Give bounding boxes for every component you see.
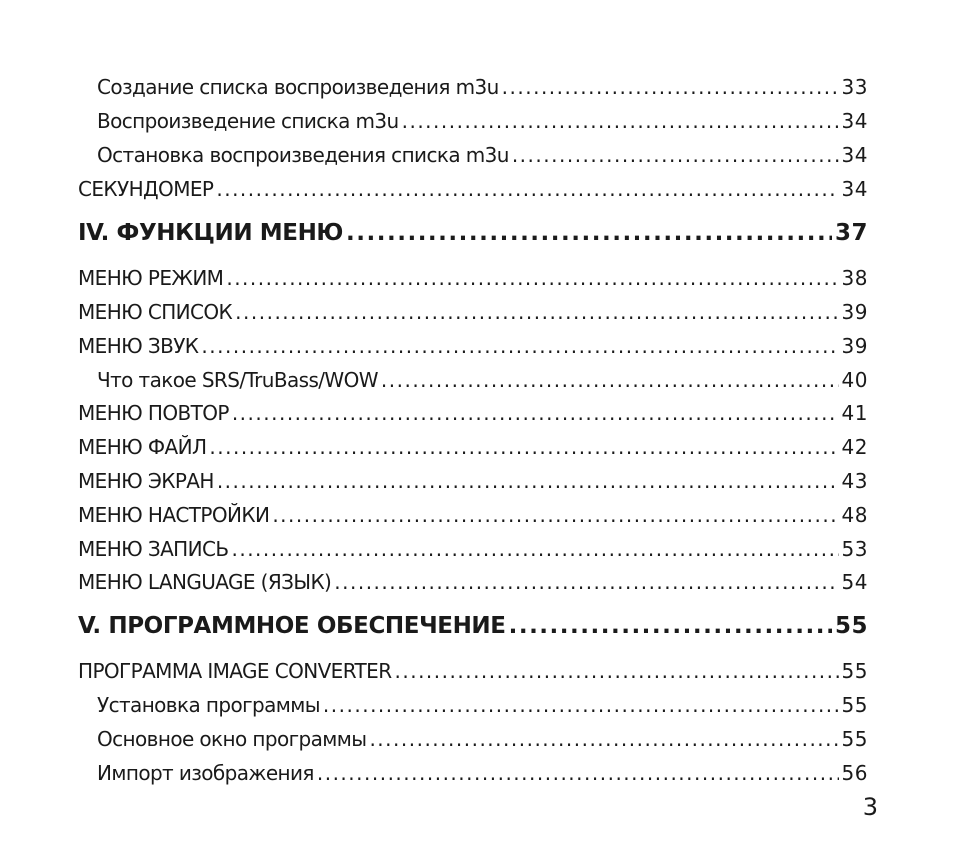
toc-entry [78, 502, 868, 528]
toc-entry-page: 41 [841, 401, 868, 425]
toc-entry-label: Воспроизведение списка m3u [97, 109, 399, 133]
dot-leader [381, 367, 839, 393]
toc-entry-label: Импорт изображения [97, 761, 314, 785]
toc-entry [78, 265, 868, 291]
toc-entry-page: 38 [841, 266, 868, 290]
toc-entry-label: МЕНЮ ЗАПИСЬ [78, 537, 229, 561]
dot-leader [317, 760, 839, 786]
toc-entry [78, 333, 868, 359]
toc-entry [97, 367, 868, 393]
dot-leader [512, 142, 839, 168]
toc-entry-label: Остановка воспроизведения списка m3u [97, 143, 509, 167]
toc-entry-label: Что такое SRS/TruBass/WOW [97, 368, 378, 392]
toc-entry-label: Основное окно программы [97, 727, 367, 751]
toc-entry-label: МЕНЮ НАСТРОЙКИ [78, 503, 270, 527]
toc-entry-page: 34 [841, 177, 868, 201]
toc-entry-page: 39 [841, 300, 868, 324]
toc-chapter-page: 55 [834, 613, 868, 639]
toc-entry [97, 726, 868, 752]
dot-leader [201, 333, 838, 359]
toc-entry-label: Создание списка воспроизведения m3u [97, 75, 499, 99]
toc-chapter [78, 218, 868, 248]
toc-entry-label: МЕНЮ ПОВТОР [78, 401, 229, 425]
toc-entry-label: МЕНЮ СПИСОК [78, 300, 233, 324]
toc-entry-page: 55 [841, 659, 868, 683]
toc-entry-label: МЕНЮ LANGUAGE (ЯЗЫК) [78, 570, 332, 594]
dot-leader [346, 218, 832, 248]
dot-leader [502, 74, 839, 100]
dot-leader [369, 726, 838, 752]
toc-entry-label: МЕНЮ ЗВУК [78, 334, 199, 358]
dot-leader [323, 692, 839, 718]
toc-entry-page: 53 [841, 537, 868, 561]
toc-entry-page: 54 [841, 570, 868, 594]
toc-entry-page: 43 [841, 469, 868, 493]
toc-entry-page: 55 [841, 693, 868, 717]
dot-leader [272, 502, 838, 528]
dot-leader [231, 536, 838, 562]
toc-entry-page: 34 [841, 109, 868, 133]
toc-entry [78, 299, 868, 325]
toc-entry-page: 33 [841, 75, 868, 99]
toc-entry-label: СЕКУНДОМЕР [78, 177, 214, 201]
toc-entry-page: 48 [841, 503, 868, 527]
toc-entry-label: МЕНЮ ЭКРАН [78, 469, 214, 493]
dot-leader [209, 434, 838, 460]
toc-entry-label: МЕНЮ РЕЖИМ [78, 266, 224, 290]
toc-entry-label: МЕНЮ ФАЙЛ [78, 435, 207, 459]
toc-chapter-label: V. ПРОГРАММНОЕ ОБЕСПЕЧЕНИЕ [78, 613, 506, 639]
dot-leader [509, 611, 832, 641]
toc-entry [78, 536, 868, 562]
dot-leader [217, 468, 839, 494]
toc-entry-page: 34 [841, 143, 868, 167]
dot-leader [232, 400, 839, 426]
toc-entry-page: 55 [841, 727, 868, 751]
toc-entry [97, 74, 868, 100]
dot-leader [216, 176, 838, 202]
page-number: 3 [862, 793, 878, 821]
toc-entry [78, 569, 868, 595]
toc-entry [97, 692, 868, 718]
toc-entry [78, 658, 868, 684]
dot-leader [226, 265, 838, 291]
toc-chapter-page: 37 [834, 220, 868, 246]
toc-entry [78, 400, 868, 426]
toc-entry [78, 468, 868, 494]
dot-leader [395, 658, 839, 684]
dot-leader [334, 569, 838, 595]
toc-entry [97, 760, 868, 786]
dot-leader [402, 108, 839, 134]
toc-entry [97, 108, 868, 134]
toc-chapter-label: IV. ФУНКЦИИ МЕНЮ [78, 220, 344, 246]
toc-entry-label: Установка программы [97, 693, 320, 717]
toc-entry-page: 42 [841, 435, 868, 459]
toc-entry-page: 56 [841, 761, 868, 785]
toc-entry-label: ПРОГРАММА IMAGE CONVERTER [78, 659, 392, 683]
toc-entry [78, 176, 868, 202]
toc-entry [78, 434, 868, 460]
toc-chapter [78, 611, 868, 641]
toc-entry-page: 40 [841, 368, 868, 392]
toc-entry [97, 142, 868, 168]
toc-entry-page: 39 [841, 334, 868, 358]
dot-leader [235, 299, 838, 325]
